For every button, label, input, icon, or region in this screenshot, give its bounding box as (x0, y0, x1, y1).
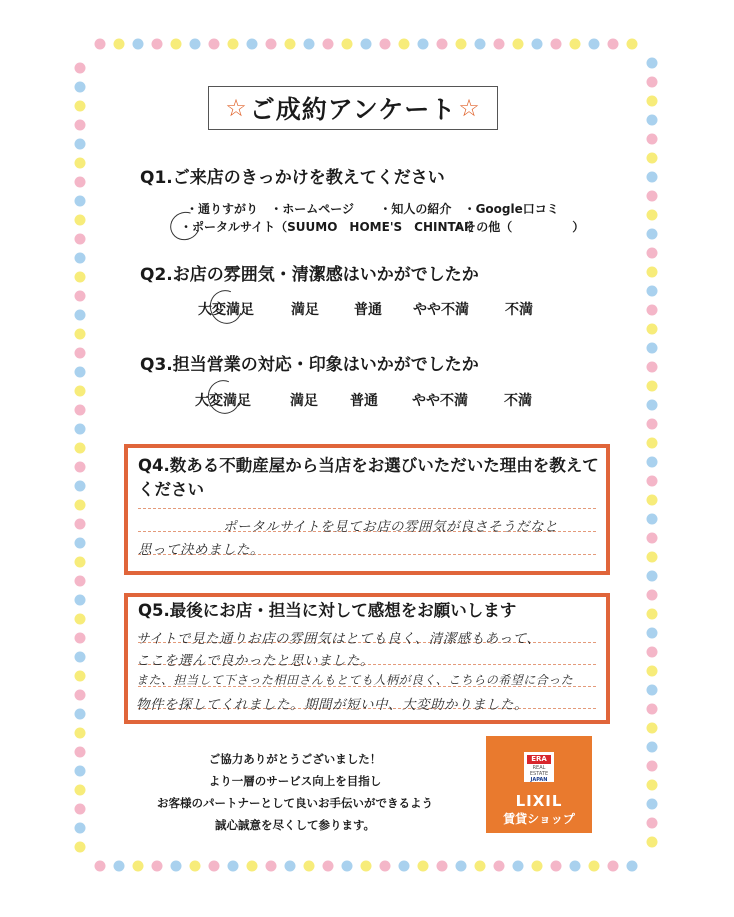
border-dot (75, 652, 86, 663)
q3-option[interactable]: 普通 (350, 393, 378, 409)
border-dot (114, 861, 125, 872)
border-dot (75, 386, 86, 397)
border-dot (647, 229, 658, 240)
border-dot (342, 861, 353, 872)
border-dot (475, 861, 486, 872)
border-dot (647, 58, 658, 69)
border-dot (589, 39, 600, 50)
border-dot (647, 324, 658, 335)
lixil-brand: LIXIL (515, 792, 563, 810)
border-dot (647, 742, 658, 753)
border-dot (75, 481, 86, 492)
border-dot (75, 500, 86, 511)
era-logo-text: ERA (527, 755, 551, 764)
border-dot (75, 253, 86, 264)
border-dot (361, 861, 372, 872)
border-dot (75, 462, 86, 473)
q4-title-line2: ください (138, 480, 204, 499)
border-dot (75, 804, 86, 815)
border-dot (647, 514, 658, 525)
q2-option[interactable]: 普通 (354, 302, 382, 318)
q5-answer[interactable]: また、担当して下さった相田さんもとても人柄が良く、こちらの希望に合った (136, 673, 574, 687)
border-dot (133, 39, 144, 50)
page-title-text: ご成約アンケート (249, 95, 457, 124)
border-dot (513, 861, 524, 872)
border-dot (589, 861, 600, 872)
q3-option[interactable]: 満足 (290, 393, 318, 409)
q1-option[interactable]: ・Google口コミ (463, 202, 559, 216)
border-dot (437, 861, 448, 872)
border-dot (75, 139, 86, 150)
border-dot (152, 861, 163, 872)
border-dot (75, 823, 86, 834)
border-dot (647, 115, 658, 126)
footer-line: お客様のパートナーとして良いお手伝いができるよう (157, 796, 433, 810)
border-dot (608, 39, 619, 50)
q2-title: Q2.お店の雰囲気・清潔感はいかがでしたか (140, 265, 479, 285)
border-dot (418, 861, 429, 872)
border-dot (647, 628, 658, 639)
q1-options-row2 (180, 218, 584, 235)
border-dot (95, 861, 106, 872)
border-dot (647, 343, 658, 354)
border-dot (75, 424, 86, 435)
q5-answer[interactable]: ここを選んで良かったと思いました。 (136, 653, 374, 669)
q1-options-row1 (186, 200, 559, 217)
lixil-shop-name: 賃貸ショップ (503, 812, 575, 826)
border-dot (190, 861, 201, 872)
border-dot (75, 671, 86, 682)
q3-title: Q3.担当営業の対応・印象はいかがでしたか (140, 355, 479, 375)
border-dot (647, 704, 658, 715)
q1-option[interactable]: ・ホームページ (270, 202, 354, 216)
q4-answer[interactable]: ポータルサイトを見てお店の雰囲気が良さそうだなと (223, 519, 559, 535)
border-dot (627, 861, 638, 872)
border-dot (513, 39, 524, 50)
border-dot (75, 614, 86, 625)
border-dot (647, 153, 658, 164)
border-dot (647, 533, 658, 544)
border-dot (647, 476, 658, 487)
q2-option[interactable]: やや不満 (413, 302, 469, 318)
border-dot (418, 39, 429, 50)
q1-option[interactable]: ・その他（ ） (452, 220, 585, 234)
border-dot (647, 552, 658, 563)
border-dot (647, 305, 658, 316)
border-dot (75, 272, 86, 283)
border-dot (342, 39, 353, 50)
border-dot (75, 310, 86, 321)
border-dot (152, 39, 163, 50)
q5-answer[interactable]: 物件を探してくれました。期間が短い中、大変助かりました。 (136, 697, 528, 713)
border-dot (75, 690, 86, 701)
border-dot (75, 557, 86, 568)
q2-option[interactable]: 不満 (505, 302, 533, 318)
border-dot (647, 172, 658, 183)
border-dot (647, 77, 658, 88)
border-dot (75, 576, 86, 587)
border-dot (647, 267, 658, 278)
border-dot (647, 134, 658, 145)
border-dot (647, 362, 658, 373)
border-dot (75, 747, 86, 758)
era-logo-sub: REAL ESTATE (529, 765, 549, 777)
border-dot (171, 39, 182, 50)
q3-option[interactable]: 大変満足 (195, 393, 251, 409)
border-dot (570, 39, 581, 50)
ruled-line (138, 508, 596, 509)
border-dot (380, 861, 391, 872)
border-dot (380, 39, 391, 50)
q1-option[interactable]: ・知人の紹介 (379, 202, 452, 216)
border-dot (570, 861, 581, 872)
border-dot (75, 728, 86, 739)
border-dot (75, 785, 86, 796)
border-dot (647, 609, 658, 620)
border-dot (647, 666, 658, 677)
q5-title: Q5.最後にお店・担当に対して感想をお願いします (138, 601, 517, 620)
border-dot (647, 438, 658, 449)
border-dot (304, 861, 315, 872)
border-dot (494, 861, 505, 872)
q5-answer[interactable]: サイトで見た通りお店の雰囲気はとても良く、清潔感もあって、 (136, 631, 541, 647)
border-dot (228, 861, 239, 872)
border-dot (647, 400, 658, 411)
border-dot (75, 709, 86, 720)
footer-line: ご協力ありがとうございました！ (208, 752, 382, 766)
border-dot (114, 39, 125, 50)
border-dot (75, 63, 86, 74)
footer-line: 誠心誠意を尽くして参ります。 (214, 818, 376, 832)
lixil-logo (486, 736, 592, 833)
border-dot (95, 39, 106, 50)
border-dot (437, 39, 448, 50)
q1-option[interactable]: ・ポータルサイト（SUUMO HOME'S CHINTAI） (180, 220, 481, 234)
border-dot (399, 861, 410, 872)
footer-message (130, 748, 460, 836)
border-dot (551, 861, 562, 872)
border-dot (247, 861, 258, 872)
border-dot (494, 39, 505, 50)
border-dot (75, 766, 86, 777)
border-dot (551, 39, 562, 50)
border-dot (75, 120, 86, 131)
border-dot (647, 571, 658, 582)
border-dot (75, 633, 86, 644)
page-title (208, 86, 498, 130)
q2-option[interactable]: 大変満足 (198, 302, 254, 318)
border-dot (304, 39, 315, 50)
border-dot (247, 39, 258, 50)
border-dot (266, 39, 277, 50)
border-dot (171, 861, 182, 872)
border-dot (532, 861, 543, 872)
border-dot (75, 234, 86, 245)
q4-answer[interactable]: 思って決めました。 (138, 542, 264, 558)
q3-option[interactable]: やや不満 (412, 393, 468, 409)
border-dot (647, 780, 658, 791)
q1-option[interactable]: ・通りすがり (186, 202, 259, 216)
q5-box (124, 593, 610, 724)
border-dot (647, 685, 658, 696)
border-dot (228, 39, 239, 50)
q4-title-line1: Q4.数ある不動産屋から当店をお選びいただいた理由を教えて (138, 456, 599, 475)
border-dot (647, 590, 658, 601)
border-dot (647, 837, 658, 848)
border-dot (75, 291, 86, 302)
border-dot (75, 443, 86, 454)
border-dot (209, 861, 220, 872)
border-dot (456, 861, 467, 872)
border-dot (75, 215, 86, 226)
border-dot (75, 329, 86, 340)
border-dot (75, 82, 86, 93)
border-dot (647, 495, 658, 506)
border-dot (647, 248, 658, 259)
border-dot (75, 101, 86, 112)
border-dot (627, 39, 638, 50)
border-dot (75, 595, 86, 606)
border-dot (647, 286, 658, 297)
border-dot (647, 723, 658, 734)
border-dot (647, 799, 658, 810)
border-dot (647, 761, 658, 772)
border-dot (75, 405, 86, 416)
border-dot (647, 647, 658, 658)
q1-title: Q1.ご来店のきっかけを教えてください (140, 168, 445, 188)
era-logo (524, 752, 554, 782)
footer-line: より一層のサービス向上を目指し (208, 774, 382, 788)
border-dot (75, 842, 86, 853)
border-dot (75, 538, 86, 549)
border-dot (285, 39, 296, 50)
border-dot (75, 158, 86, 169)
border-dot (647, 210, 658, 221)
border-dot (75, 177, 86, 188)
border-dot (647, 457, 658, 468)
border-dot (647, 818, 658, 829)
border-dot (532, 39, 543, 50)
border-dot (75, 196, 86, 207)
star-icon: ☆ (458, 94, 481, 122)
q3-option[interactable]: 不満 (504, 393, 532, 409)
border-dot (209, 39, 220, 50)
border-dot (647, 381, 658, 392)
border-dot (475, 39, 486, 50)
border-dot (647, 419, 658, 430)
border-dot (608, 861, 619, 872)
border-dot (75, 348, 86, 359)
q2-option[interactable]: 満足 (291, 302, 319, 318)
border-dot (266, 861, 277, 872)
border-dot (133, 861, 144, 872)
border-dot (285, 861, 296, 872)
border-dot (399, 39, 410, 50)
border-dot (323, 861, 334, 872)
border-dot (75, 519, 86, 530)
border-dot (647, 191, 658, 202)
q4-box (124, 444, 610, 575)
border-dot (190, 39, 201, 50)
border-dot (361, 39, 372, 50)
star-icon: ☆ (225, 94, 248, 122)
border-dot (75, 367, 86, 378)
border-dot (647, 96, 658, 107)
era-logo-country: JAPAN (530, 777, 548, 783)
border-dot (323, 39, 334, 50)
border-dot (456, 39, 467, 50)
